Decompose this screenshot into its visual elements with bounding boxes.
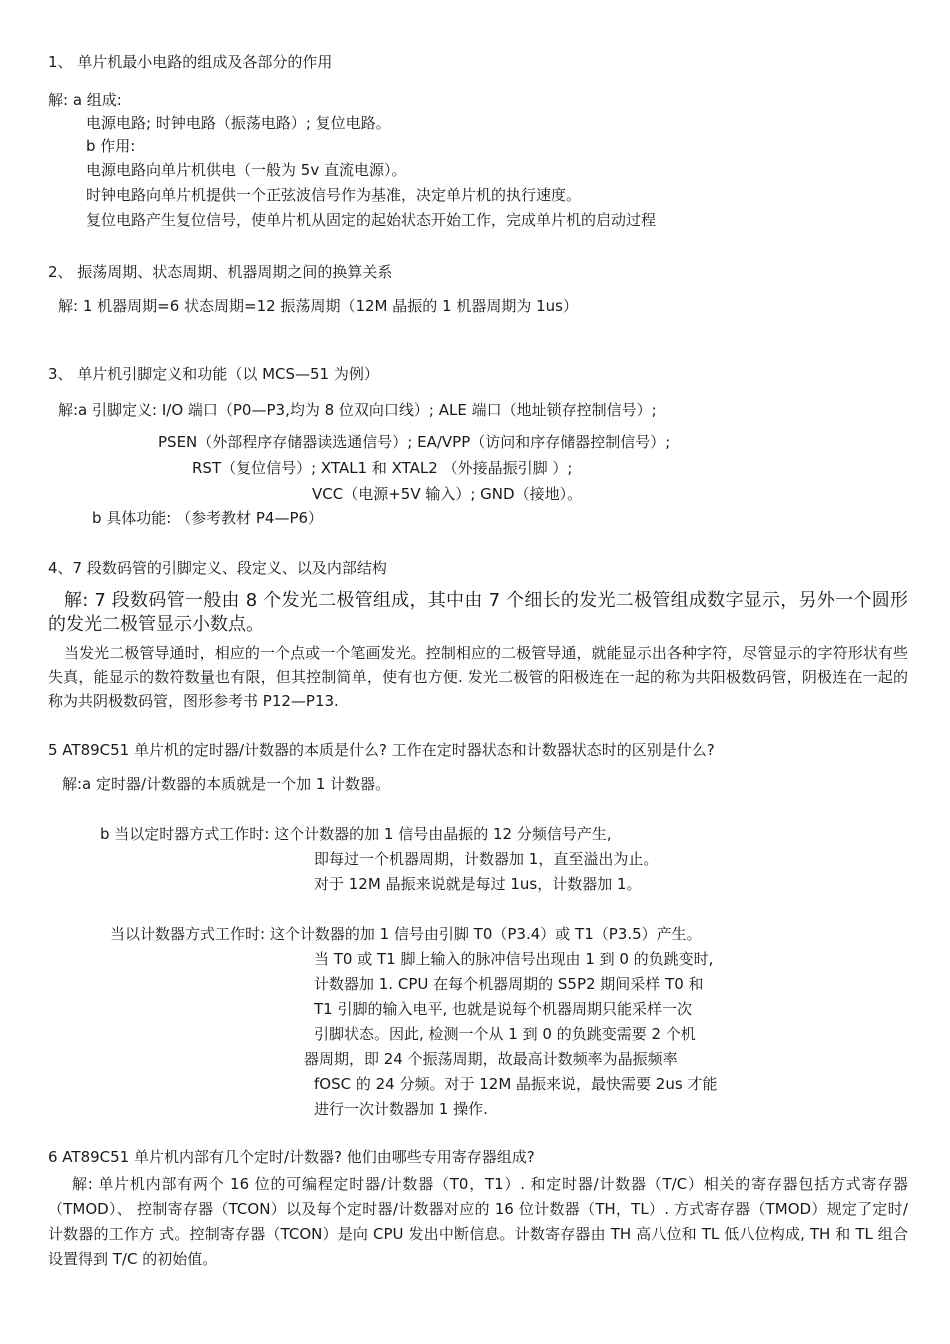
q2-title: 2、 振荡周期、状态周期、机器周期之间的换算关系: [48, 263, 393, 281]
q5-answer-a: 解:a 定时器/计数器的本质就是一个加 1 计数器。: [62, 775, 391, 793]
q5-answer-c5: 引脚状态。因此, 检测一个从 1 到 0 的负跳变需要 2 个机: [314, 1025, 696, 1043]
q5-answer-c2: 当 T0 或 T1 脚上输入的脉冲信号出现由 1 到 0 的负跳变时,: [314, 950, 714, 968]
q3-answer-a3: RST（复位信号）; XTAL1 和 XTAL2 （外接晶振引脚 ）;: [192, 459, 573, 477]
q5-answer-b2: 即每过一个机器周期，计数器加 1，直至溢出为止。: [314, 850, 659, 868]
q5-answer-c6: 器周期，即 24 个振荡周期，故最高计数频率为晶振频率: [304, 1050, 678, 1068]
q1-answer-b3: 复位电路产生复位信号，使单片机从固定的起始状态开始工作，完成单片机的启动过程: [86, 211, 657, 229]
q5-answer-c4: T1 引脚的输入电平, 也就是说每个机器周期只能采样一次: [314, 1000, 693, 1018]
q6-title: 6 AT89C51 单片机内部有几个定时/计数器? 他们由哪些专用寄存器组成?: [48, 1148, 535, 1166]
q5-answer-b3: 对于 12M 晶振来说就是每过 1us，计数器加 1。: [314, 875, 642, 893]
q1-title: 1、 单片机最小电路的组成及各部分的作用: [48, 53, 333, 71]
q1-answer-b2: 时钟电路向单片机提供一个正弦波信号作为基准，决定单片机的执行速度。: [86, 186, 582, 204]
q4-answer-a: 解: 7 段数码管一般由 8 个发光二极管组成，其中由 7 个细长的发光二极管组成数字显示，另外一个圆形的发光二极管显示小数点。: [48, 590, 908, 635]
q5-answer-c7: fOSC 的 24 分频。对于 12M 晶振来说，最快需要 2us 才能: [314, 1075, 718, 1093]
q5-answer-c3: 计数器加 1. CPU 在每个机器周期的 S5P2 期间采样 T0 和: [314, 975, 704, 993]
q1-answer-b1: 电源电路向单片机供电（一般为 5v 直流电源）。: [86, 161, 407, 179]
q3-answer-b: b 具体功能: （参考教材 P4—P6）: [92, 509, 324, 527]
q3-answer-a1: 解:a 引脚定义: I/O 端口（P0—P3,均为 8 位双向口线）; ALE 端口（地址锁存控制信号）;: [58, 401, 657, 419]
q5-answer-c1: 当以计数器方式工作时: 这个计数器的加 1 信号由引脚 T0（P3.4）或 T1（P3.5）产生。: [110, 925, 702, 943]
q1-answer-b: b 作用:: [86, 137, 136, 155]
q5-answer-c8: 进行一次计数器加 1 操作.: [314, 1100, 488, 1118]
q1-answer-a: 解: a 组成:: [48, 91, 122, 109]
q4-title: 4、7 段数码管的引脚定义、段定义、以及内部结构: [48, 559, 387, 577]
q6-answer: 解: 单片机内部有两个 16 位的可编程定时器/计数器（T0，T1）. 和定时器/计数器（T/C）相关的寄存器包括方式寄存器（TMOD）、 控制寄存器（TCON）以及每个定时器/计数器对应的 16 位计数器（TH，TL）. 方式寄存器（TMOD）规定了定时/计数器的工作方 式。控制寄存器（TCON）是向 CPU 发出中断信息。计数寄存器由 TH 高八位和 TL 低八位构成, TH 和 TL 组合设置得到 T/C 的初始值。: [48, 1175, 908, 1268]
q3-answer-a4: VCC（电源+5V 输入）; GND（接地）。: [312, 485, 583, 503]
q3-answer-a2: PSEN（外部程序存储器读选通信号）; EA/VPP（访问和序存储器控制信号）;: [158, 433, 671, 451]
q4-answer-b: 当发光二极管导通时，相应的一个点或一个笔画发光。控制相应的二极管导通，就能显示出各种字符，尽管显示的字符形状有些失真，能显示的数符数量也有限，但其控制简单，使有也方便. 发光二极管的阳极连在一起的称为共阳极数码管，阴极连在一起的称为共阴极数码管，图形参考书 P12—P13.: [48, 644, 908, 710]
q2-answer: 解: 1 机器周期=6 状态周期=12 振荡周期（12M 晶振的 1 机器周期为 1us）: [58, 297, 578, 315]
q3-title: 3、 单片机引脚定义和功能（以 MCS—51 为例）: [48, 365, 379, 383]
q5-title: 5 AT89C51 单片机的定时器/计数器的本质是什么? 工作在定时器状态和计数器状态时的区别是什么?: [48, 741, 715, 759]
q1-answer-a1: 电源电路; 时钟电路（振荡电路）; 复位电路。: [86, 114, 391, 132]
q5-answer-b1: b 当以定时器方式工作时: 这个计数器的加 1 信号由晶振的 12 分频信号产生,: [100, 825, 612, 843]
